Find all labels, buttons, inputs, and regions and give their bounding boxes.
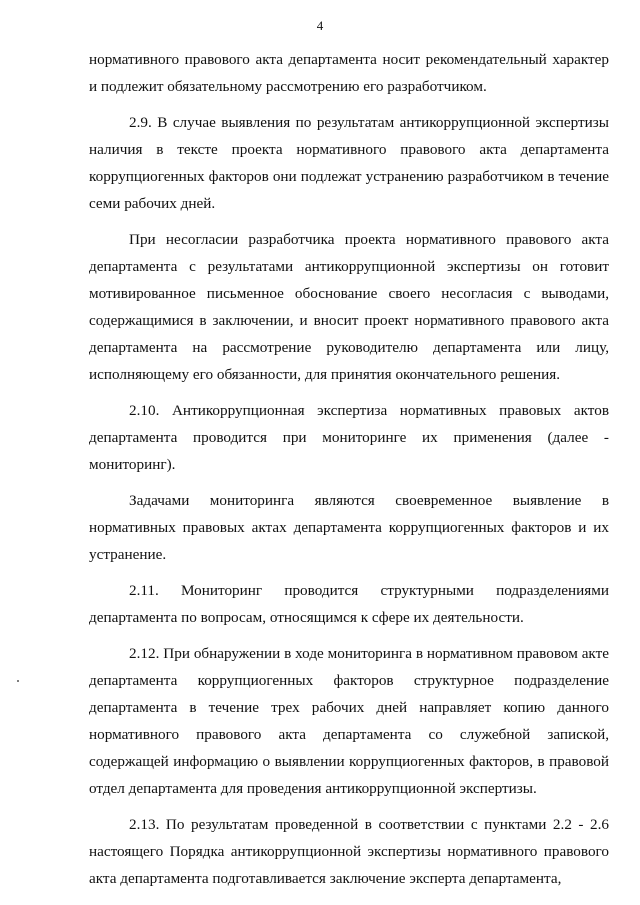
paragraph-continuation: нормативного правового акта департамента носит рекомендательный характер и подлежит обязательному рассмотрению его разработчиком. <box>89 51 609 95</box>
document-body <box>89 46 609 901</box>
paragraph-2-13: 2.13. По результатам проведенной в соответствии с пунктами 2.2 - 2.6 настоящего Порядка антикоррупционной экспертизы нормативного правового акта департамента подготавливается заключение эксперта департамента, <box>89 816 609 887</box>
page-number: 4 <box>316 18 324 33</box>
margin-mark <box>17 680 19 682</box>
paragraph-2-9: 2.9. В случае выявления по результатам антикоррупционной экспертизы наличия в тексте проекта нормативного правового акта департамента коррупциогенных факторов они подлежат устранению разработчиком в течение семи рабочих дней. <box>89 114 609 212</box>
paragraph-monitoring-tasks: Задачами мониторинга являются своевременное выявление в нормативных правовых актах департамента коррупциогенных факторов и их устранение. <box>89 492 609 563</box>
paragraph-disagreement: При несогласии разработчика проекта нормативного правового акта департамента с результатами антикоррупционной экспертизы он готовит мотивированное письменное обоснование своего несогласия с выводами, содержащимися в заключении, и вносит проект нормативного правового акта департамента на рассмотрение руководителю департамента или лицу, исполняющему его обязанности, для принятия окончательного решения. <box>89 231 609 383</box>
paragraph-2-10: 2.10. Антикоррупционная экспертиза нормативных правовых актов департамента проводится при мониторинге их применения (далее - мониторинг). <box>89 402 609 473</box>
paragraph-2-11: 2.11. Мониторинг проводится структурными подразделениями департамента по вопросам, относящимся к сфере их деятельности. <box>89 582 609 626</box>
paragraph-2-12: 2.12. При обнаружении в ходе мониторинга в нормативном правовом акте департамента коррупциогенных факторов структурное подразделение департамента в течение трех рабочих дней направляет копию данного нормативного правового акта департамента со служебной запиской, содержащей информацию о выявлении коррупциогенных факторов, в правовой отдел департамента для проведения антикоррупционной экспертизы. <box>89 645 609 797</box>
